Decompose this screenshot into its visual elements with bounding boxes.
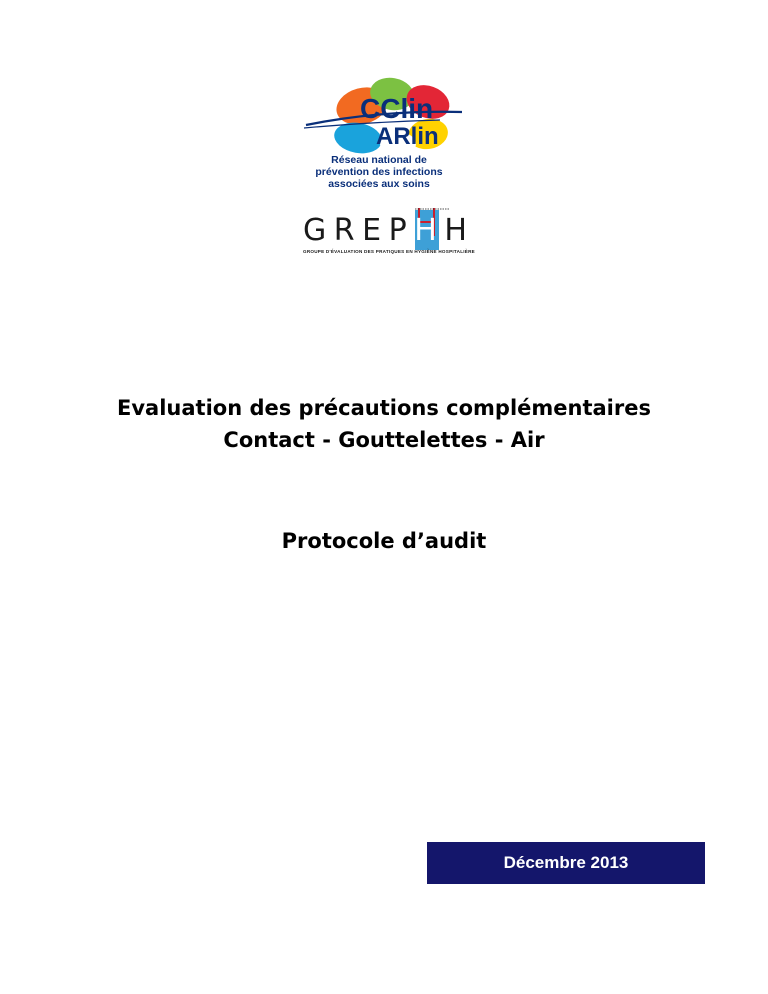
- grephh-subtitle: GROUPE D'ÉVALUATION DES PRATIQUES EN HYGIÈNE HOSPITALIÈRE: [303, 249, 475, 254]
- title-line-2: Contact - Gouttelettes - Air: [223, 428, 545, 452]
- cclin-tagline-line: associées aux soins: [328, 178, 430, 190]
- cclin-tagline: [304, 154, 454, 190]
- cclin-mark-bottom: ARlin: [376, 123, 439, 150]
- document-subtitle: Protocole d’audit: [281, 529, 487, 553]
- grephh-letter: P: [388, 213, 407, 248]
- title-line-1: Evaluation des précautions complémentaires: [117, 396, 651, 420]
- grephh-letter: H: [444, 213, 467, 248]
- date-box: [427, 842, 705, 884]
- grephh-wordmark: [303, 214, 467, 248]
- cclin-tagline-line: Réseau national de: [331, 154, 427, 166]
- grephh-letter: R: [333, 213, 355, 248]
- document-title: [0, 392, 768, 456]
- grephh-letter: E: [362, 213, 382, 248]
- cclin-mark-top: CClin: [360, 93, 434, 124]
- grephh-letter: G: [303, 213, 327, 248]
- grephh-letter-highlight: H: [414, 213, 437, 248]
- cclin-tagline-line: prévention des infections: [315, 166, 443, 178]
- document-date: Décembre 2013: [503, 853, 629, 872]
